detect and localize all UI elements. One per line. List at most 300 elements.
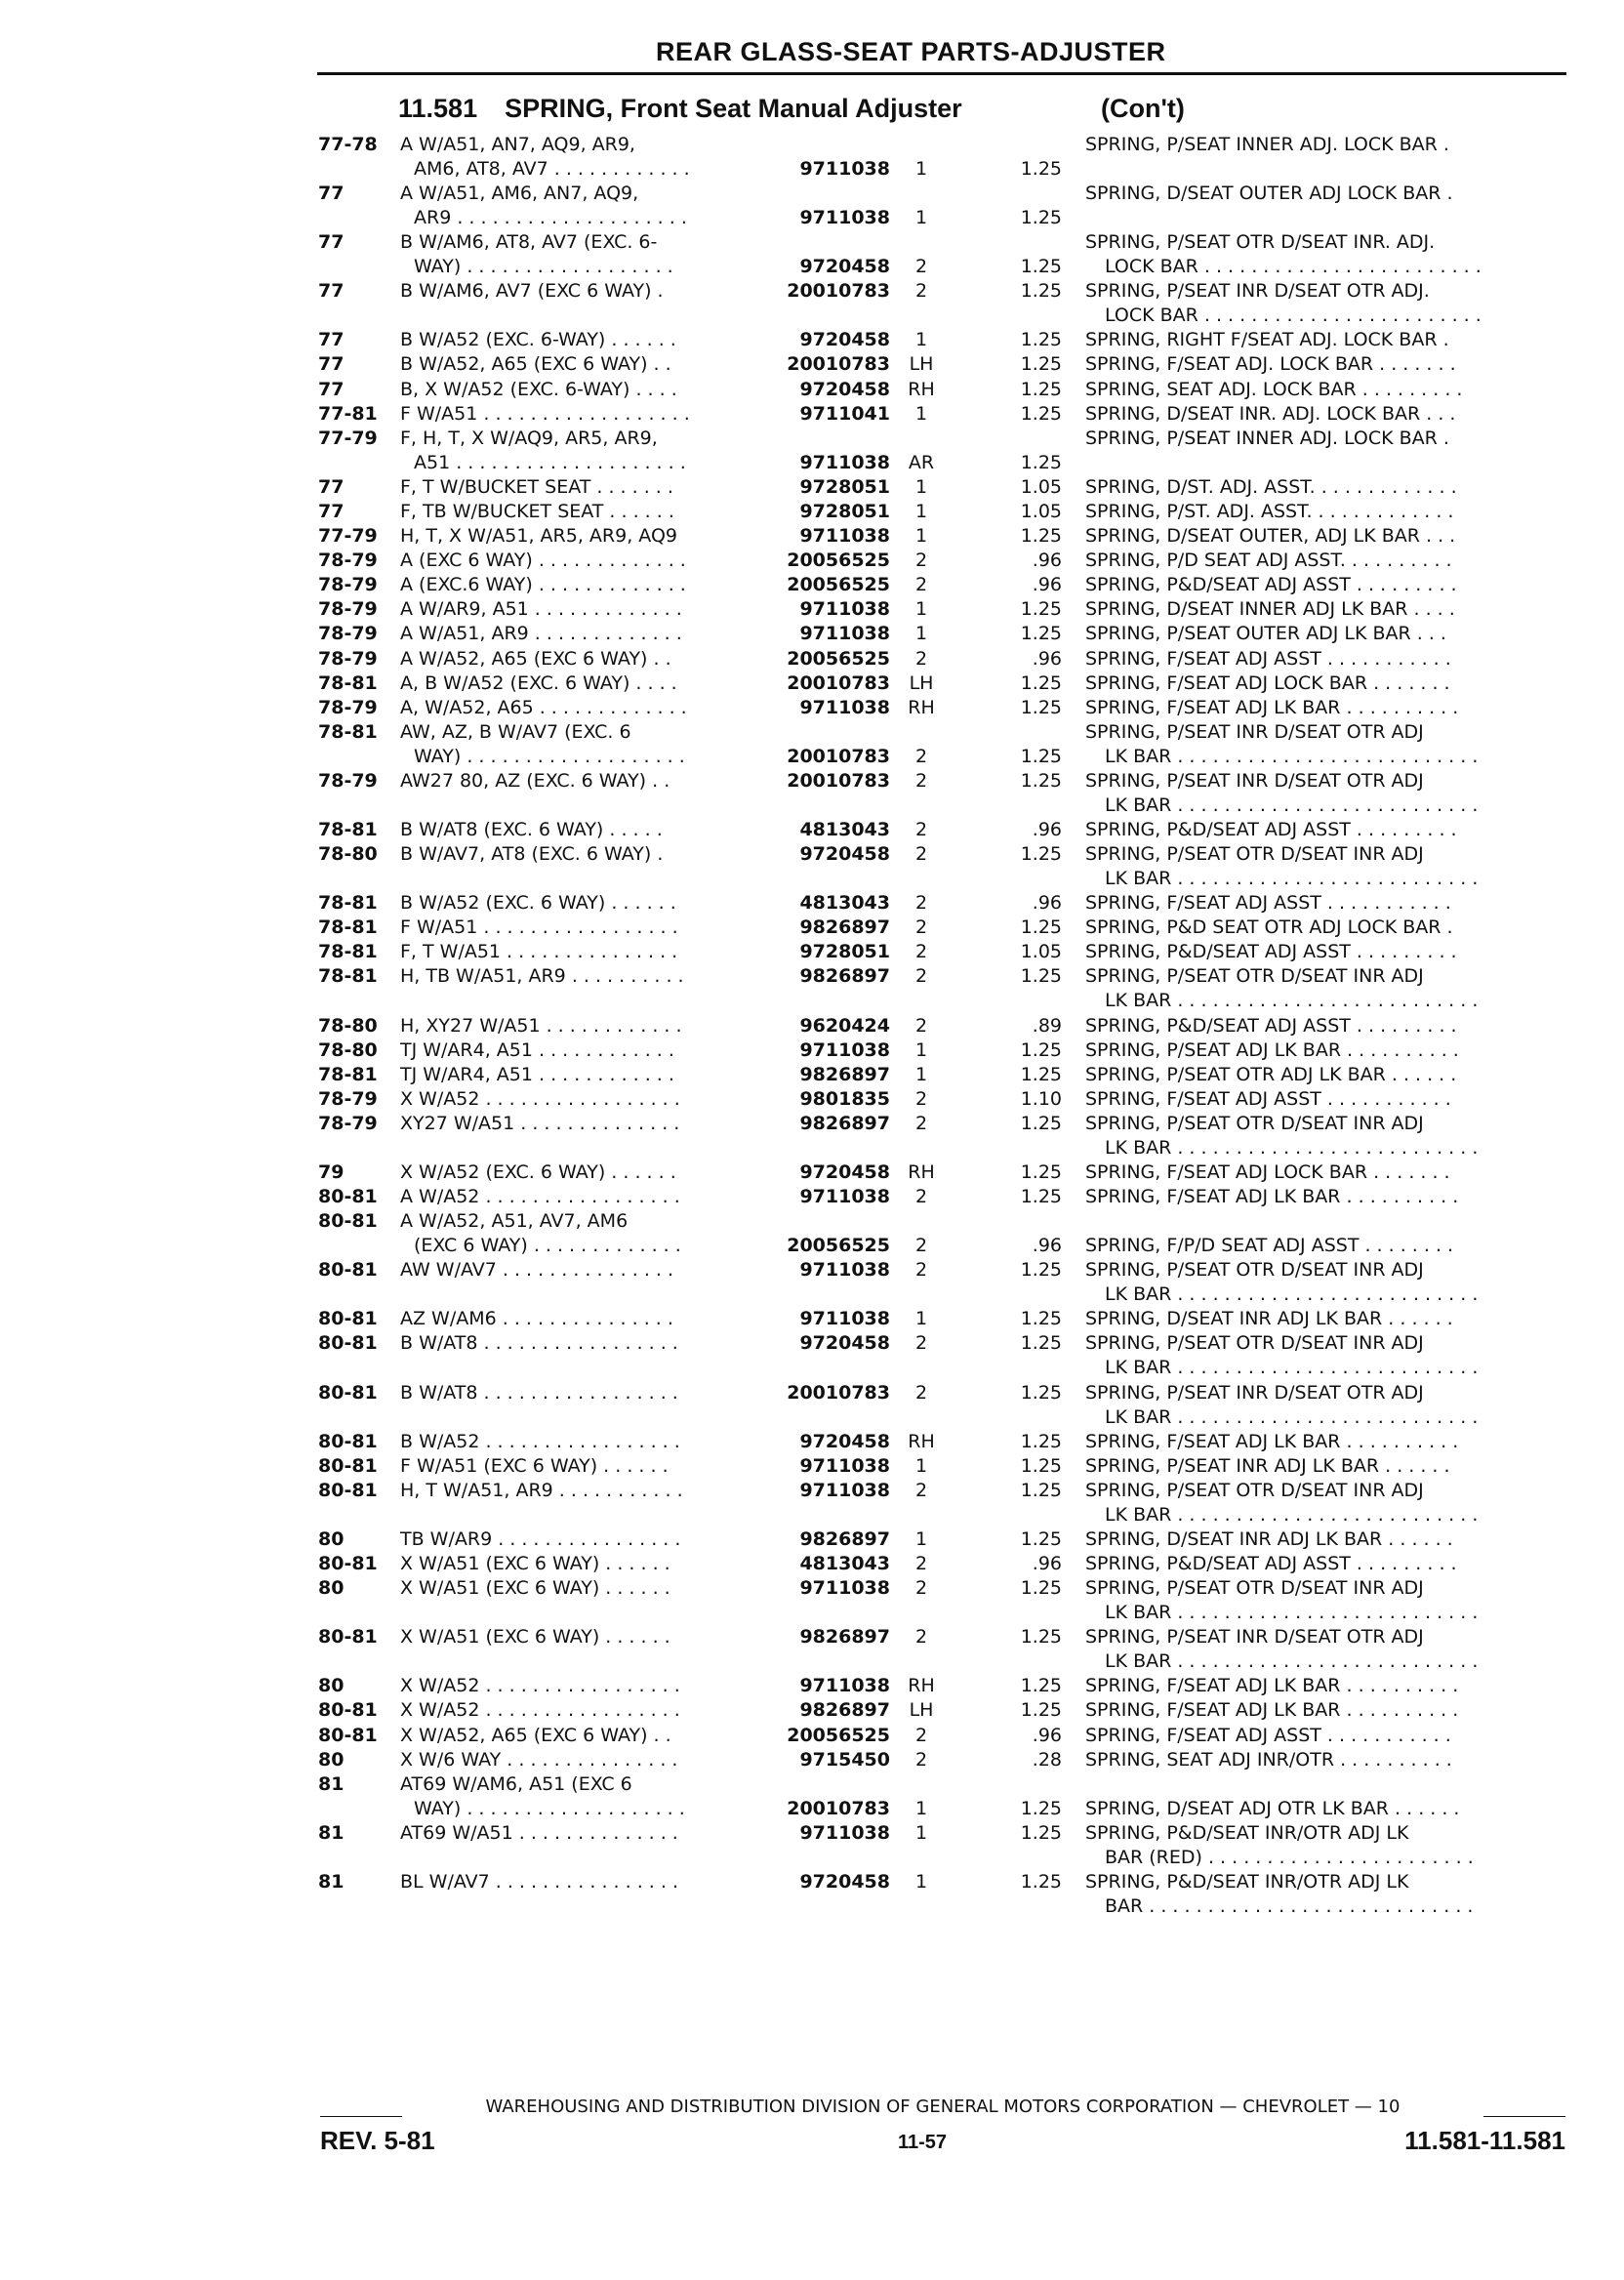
model-line: F W/A51 (EXC 6 WAY) . . . . . .	[400, 1454, 669, 1477]
model-application	[400, 352, 761, 377]
table-row	[0, 1625, 1624, 1674]
part-number: 9711038	[799, 1479, 890, 1501]
part-description	[1085, 182, 1565, 206]
part-number: 9728051	[799, 500, 890, 522]
model-application	[400, 1087, 761, 1112]
model-year: 78-79	[318, 1087, 378, 1110]
model-year: 77	[318, 378, 345, 400]
description-line: SPRING, P/SEAT OTR D/SEAT INR ADJ	[1085, 843, 1424, 866]
part-description	[1085, 769, 1565, 818]
table-row	[0, 1870, 1624, 1919]
part-description	[1085, 647, 1565, 672]
price: 1.05	[1020, 475, 1062, 498]
description-line: SPRING, SEAT ADJ. LOCK BAR . . . . . . . . .	[1085, 378, 1463, 400]
quantity: 1	[914, 598, 928, 621]
model-line: X W/A52 (EXC. 6 WAY) . . . . . .	[400, 1161, 676, 1183]
model-year: 80-81	[318, 1186, 378, 1208]
model-year: 78-80	[318, 1014, 378, 1037]
quantity: 2	[914, 1259, 928, 1282]
table-row	[0, 1185, 1624, 1209]
quantity: 2	[914, 745, 928, 767]
model-line: A W/A52, A51, AV7, AM6	[400, 1210, 629, 1233]
quantity: LH	[909, 672, 934, 694]
model-year: 78-81	[318, 672, 378, 694]
model-application	[400, 1209, 761, 1258]
description-line: SPRING, F/SEAT ADJ LOCK BAR . . . . . . .	[1085, 1161, 1450, 1183]
description-line: SPRING, P/SEAT INR D/SEAT OTR ADJ	[1085, 769, 1424, 792]
model-line: TB W/AR9 . . . . . . . . . . . . . . . .	[400, 1527, 681, 1550]
table-row	[0, 1331, 1624, 1380]
model-line: A W/A51, AR9 . . . . . . . . . . . . .	[400, 623, 682, 645]
model-year: 80-81	[318, 1210, 378, 1233]
part-description	[1085, 1381, 1565, 1430]
description-line: SPRING, P/SEAT INR D/SEAT OTR ADJ	[1085, 1381, 1424, 1404]
price: 1.25	[1020, 207, 1062, 229]
table-row	[0, 475, 1624, 500]
table-row	[0, 279, 1624, 328]
model-year: 77-81	[318, 402, 378, 425]
part-number: 9720458	[799, 378, 890, 400]
quantity: 2	[914, 1748, 928, 1771]
part-number: 9711038	[799, 525, 890, 548]
part-number: 9826897	[799, 1527, 890, 1550]
description-line: LK BAR . . . . . . . . . . . . . . . . . . . . . . . . . .	[1105, 1602, 1479, 1624]
price: .96	[1032, 818, 1062, 840]
table-row	[0, 1112, 1624, 1160]
quantity: 2	[914, 1014, 928, 1037]
table-row	[0, 720, 1624, 769]
part-description	[1085, 1307, 1565, 1331]
quantity: 2	[914, 769, 928, 792]
model-year: 80-81	[318, 1699, 378, 1722]
model-application	[400, 1381, 761, 1405]
model-line: AR9 . . . . . . . . . . . . . . . . . . . .	[414, 207, 687, 229]
description-line: LK BAR . . . . . . . . . . . . . . . . . . . . . . . . . .	[1105, 868, 1479, 890]
model-line: A W/AR9, A51 . . . . . . . . . . . . .	[400, 598, 682, 621]
table-row	[0, 500, 1624, 524]
table-row	[0, 427, 1624, 475]
model-year: 77-78	[318, 134, 378, 155]
model-line: F, T W/A51 . . . . . . . . . . . . . . .	[400, 941, 678, 963]
price: 1.25	[1020, 1308, 1062, 1330]
part-description	[1085, 475, 1565, 500]
part-description	[1085, 1160, 1565, 1185]
price: .96	[1032, 1724, 1062, 1746]
model-line: A W/A51, AN7, AQ9, AR9,	[400, 134, 635, 155]
table-row	[0, 769, 1624, 818]
description-line: SPRING, P/SEAT OUTER ADJ LK BAR . . .	[1085, 623, 1446, 645]
part-number: 9715450	[799, 1748, 890, 1771]
part-description	[1085, 1772, 1565, 1821]
description-line: SPRING, F/SEAT ADJ LOCK BAR . . . . . . .	[1085, 672, 1450, 694]
part-description	[1085, 940, 1565, 964]
model-line: AT69 W/AM6, A51 (EXC 6	[400, 1772, 632, 1795]
description-line: LK BAR . . . . . . . . . . . . . . . . . . . . . . . . . .	[1105, 990, 1479, 1012]
model-year: 81	[318, 1821, 345, 1844]
model-application	[400, 622, 761, 646]
quantity: 2	[914, 1553, 928, 1575]
model-line: F W/A51 . . . . . . . . . . . . . . . . . .	[400, 402, 690, 425]
part-description	[1085, 133, 1565, 157]
price: .96	[1032, 1235, 1062, 1257]
quantity: 2	[914, 941, 928, 963]
price: 1.25	[1020, 1699, 1062, 1722]
model-line: B W/AT8 (EXC. 6 WAY) . . . . .	[400, 818, 663, 840]
description-line: SPRING, P/SEAT OTR D/SEAT INR ADJ	[1085, 965, 1424, 988]
table-row	[0, 1479, 1624, 1527]
model-application	[400, 230, 761, 279]
model-line: WAY) . . . . . . . . . . . . . . . . . .	[414, 256, 673, 278]
part-description	[1085, 964, 1565, 1013]
model-application	[400, 696, 761, 720]
model-application	[400, 475, 761, 500]
footer-division-text: WAREHOUSING AND DISTRIBUTION DIVISION OF GENERAL MOTORS CORPORATION — CHEVROLET — 10	[485, 2097, 1401, 2117]
price: 1.25	[1020, 451, 1062, 473]
model-year: 80-81	[318, 1332, 378, 1355]
part-description	[1085, 378, 1565, 402]
model-application	[400, 964, 761, 989]
price: 1.25	[1020, 353, 1062, 376]
model-year: 78-81	[318, 818, 378, 840]
model-application	[400, 1772, 761, 1821]
price: 1.25	[1020, 1381, 1062, 1404]
price: 1.25	[1020, 1577, 1062, 1600]
price: 1.25	[1020, 1112, 1062, 1134]
price: 1.25	[1020, 402, 1062, 425]
price: 1.25	[1020, 1454, 1062, 1477]
header-rule	[317, 72, 1566, 75]
table-row	[0, 622, 1624, 646]
price: 1.25	[1020, 672, 1062, 694]
table-row	[0, 1748, 1624, 1772]
quantity: 2	[914, 1724, 928, 1746]
quantity: 2	[914, 892, 928, 915]
page-number: 11-57	[898, 2132, 948, 2153]
part-number: 9711041	[799, 402, 890, 425]
model-application	[400, 1625, 761, 1649]
model-year: 80-81	[318, 1626, 378, 1649]
model-line: WAY) . . . . . . . . . . . . . . . . . . .	[414, 1797, 685, 1819]
description-line: LK BAR . . . . . . . . . . . . . . . . . . . . . . . . . .	[1105, 1405, 1479, 1428]
model-line: WAY) . . . . . . . . . . . . . . . . . . .	[414, 745, 685, 767]
part-number: 9711038	[799, 1454, 890, 1477]
quantity: 2	[914, 843, 928, 866]
quantity: 2	[914, 647, 928, 670]
model-year: 80	[318, 1675, 345, 1697]
description-line: SPRING, P/SEAT INR ADJ LK BAR . . . . . .	[1085, 1454, 1450, 1477]
description-line: LK BAR . . . . . . . . . . . . . . . . . . . . . . . . . .	[1105, 1503, 1479, 1526]
model-year: 80-81	[318, 1259, 378, 1282]
part-description	[1085, 720, 1565, 769]
table-row	[0, 182, 1624, 230]
quantity: 2	[914, 1577, 928, 1600]
part-number: 9711038	[799, 1308, 890, 1330]
part-description	[1085, 1698, 1565, 1723]
description-line: SPRING, D/SEAT ADJ OTR LK BAR . . . . . .	[1085, 1797, 1460, 1819]
model-line: A (EXC.6 WAY) . . . . . . . . . . . . .	[400, 574, 686, 596]
part-number: 4813043	[799, 892, 890, 915]
table-row	[0, 1576, 1624, 1625]
part-description	[1085, 891, 1565, 916]
description-line: SPRING, F/SEAT ADJ. LOCK BAR . . . . . . .	[1085, 353, 1456, 376]
quantity: 2	[914, 1235, 928, 1257]
model-year: 80-81	[318, 1479, 378, 1501]
price: 1.25	[1020, 1479, 1062, 1501]
model-line: F, T W/BUCKET SEAT . . . . . . .	[400, 475, 673, 498]
model-year: 78-81	[318, 1063, 378, 1085]
model-line: X W/A52, A65 (EXC 6 WAY) . .	[400, 1724, 671, 1746]
model-year: 78-79	[318, 550, 378, 572]
model-year: 78-81	[318, 720, 378, 743]
part-description	[1085, 1014, 1565, 1038]
table-row	[0, 573, 1624, 597]
description-line: SPRING, P/ST. ADJ. ASST. . . . . . . . . . . . .	[1085, 500, 1454, 522]
quantity: 1	[914, 1063, 928, 1085]
price: 1.25	[1020, 1430, 1062, 1452]
price: 1.25	[1020, 965, 1062, 988]
part-number: 20056525	[787, 574, 890, 596]
description-line: LK BAR . . . . . . . . . . . . . . . . . . . . . . . . . .	[1105, 794, 1479, 816]
model-line: B W/AT8 . . . . . . . . . . . . . . . . .	[400, 1381, 678, 1404]
model-line: AM6, AT8, AV7 . . . . . . . . . . . .	[414, 158, 690, 180]
quantity: 1	[914, 475, 928, 498]
description-line	[1085, 1772, 1565, 1797]
quantity: 2	[914, 818, 928, 840]
quantity: 2	[914, 1087, 928, 1110]
part-number: 20010783	[787, 353, 890, 376]
table-row	[0, 1160, 1624, 1185]
model-application	[400, 279, 761, 304]
part-description	[1085, 1087, 1565, 1112]
part-description	[1085, 818, 1565, 842]
part-number: 9801835	[799, 1087, 890, 1110]
description-line: SPRING, P&D/SEAT ADJ ASST . . . . . . . . .	[1085, 1014, 1457, 1037]
model-line: AZ W/AM6 . . . . . . . . . . . . . . .	[400, 1308, 673, 1330]
model-line: X W/A52 . . . . . . . . . . . . . . . . .	[400, 1087, 680, 1110]
price: 1.25	[1020, 843, 1062, 866]
model-line: TJ W/AR4, A51 . . . . . . . . . . . .	[400, 1063, 674, 1085]
model-line: H, TB W/A51, AR9 . . . . . . . . . .	[400, 965, 684, 988]
table-row	[0, 964, 1624, 1013]
description-line: SPRING, F/SEAT ADJ LK BAR . . . . . . . . . .	[1085, 1699, 1459, 1722]
part-number: 9711038	[799, 696, 890, 718]
part-number: 20010783	[787, 745, 890, 767]
table-row	[0, 1038, 1624, 1063]
model-application	[400, 1454, 761, 1479]
table-row	[0, 672, 1624, 696]
description-line: BAR . . . . . . . . . . . . . . . . . . . . . . . . . . . .	[1105, 1894, 1474, 1917]
part-description	[1085, 672, 1565, 696]
description-line: LOCK BAR . . . . . . . . . . . . . . . . . . . . . . . .	[1105, 305, 1482, 327]
quantity: 2	[914, 256, 928, 278]
part-description	[1085, 1185, 1565, 1209]
description-line: SPRING, F/SEAT ADJ LK BAR . . . . . . . . . .	[1085, 1186, 1459, 1208]
model-application	[400, 402, 761, 427]
model-year: 78-80	[318, 843, 378, 866]
model-application	[400, 1821, 761, 1846]
part-number: 9720458	[799, 329, 890, 351]
quantity: 1	[914, 207, 928, 229]
table-row	[0, 1209, 1624, 1258]
description-line: SPRING, F/SEAT ADJ ASST . . . . . . . . . . .	[1085, 892, 1451, 915]
description-line: LOCK BAR . . . . . . . . . . . . . . . . . . . . . . . .	[1105, 256, 1482, 278]
description-line: SPRING, P/SEAT OTR D/SEAT INR. ADJ.	[1085, 231, 1436, 254]
part-description	[1085, 1748, 1565, 1772]
model-year: 80	[318, 1527, 345, 1550]
model-application	[400, 133, 761, 182]
model-line: F W/A51 . . . . . . . . . . . . . . . . .	[400, 916, 678, 939]
table-row	[0, 328, 1624, 352]
model-application	[400, 720, 761, 769]
part-number: 9720458	[799, 843, 890, 866]
part-description	[1085, 1821, 1565, 1870]
model-year: 78-81	[318, 965, 378, 988]
description-line: BAR (RED) . . . . . . . . . . . . . . . . . . . . . . .	[1105, 1846, 1474, 1868]
model-year: 81	[318, 1870, 345, 1893]
part-number: 9711038	[799, 207, 890, 229]
table-row	[0, 1258, 1624, 1307]
table-row	[0, 940, 1624, 964]
part-description	[1085, 402, 1565, 427]
model-line: XY27 W/A51 . . . . . . . . . . . . . .	[400, 1112, 680, 1134]
model-application	[400, 647, 761, 672]
part-number: 9720458	[799, 1161, 890, 1183]
model-line: A W/A51, AM6, AN7, AQ9,	[400, 183, 639, 205]
price: .96	[1032, 892, 1062, 915]
price: .96	[1032, 550, 1062, 572]
quantity: 2	[914, 550, 928, 572]
model-line: F, H, T, X W/AQ9, AR5, AR9,	[400, 427, 658, 449]
price: 1.25	[1020, 1161, 1062, 1183]
quantity: 2	[914, 1626, 928, 1649]
description-line: SPRING, P/SEAT OTR D/SEAT INR ADJ	[1085, 1577, 1424, 1600]
table-row	[0, 1087, 1624, 1112]
model-year: 77	[318, 280, 345, 303]
description-line: SPRING, P/SEAT INR D/SEAT OTR ADJ	[1085, 720, 1424, 743]
description-line: SPRING, F/SEAT ADJ ASST . . . . . . . . . . .	[1085, 647, 1451, 670]
price: 1.25	[1020, 598, 1062, 621]
model-line: A (EXC 6 WAY) . . . . . . . . . . . . .	[400, 550, 686, 572]
quantity: 2	[914, 1112, 928, 1134]
quantity: 1	[914, 402, 928, 425]
price: 1.25	[1020, 1038, 1062, 1061]
table-row	[0, 1674, 1624, 1698]
price: 1.25	[1020, 1675, 1062, 1697]
model-line: X W/A52 . . . . . . . . . . . . . . . . .	[400, 1675, 680, 1697]
part-description	[1085, 1258, 1565, 1307]
part-number: 20010783	[787, 672, 890, 694]
description-line: SPRING, P/SEAT ADJ LK BAR . . . . . . . . . .	[1085, 1038, 1459, 1061]
model-application	[400, 1576, 761, 1601]
model-line: TJ W/AR4, A51 . . . . . . . . . . . .	[400, 1038, 674, 1061]
part-number: 9711038	[799, 1675, 890, 1697]
description-line: LK BAR . . . . . . . . . . . . . . . . . . . . . . . . . .	[1105, 1650, 1479, 1673]
model-application	[400, 1748, 761, 1772]
description-line: SPRING, D/SEAT INR ADJ LK BAR . . . . . .	[1085, 1527, 1453, 1550]
description-line: SPRING, P/SEAT OTR D/SEAT INR ADJ	[1085, 1259, 1424, 1282]
table-row	[0, 891, 1624, 916]
description-line: SPRING, F/P/D SEAT ADJ ASST . . . . . . . .	[1085, 1235, 1454, 1257]
part-number: 20010783	[787, 1381, 890, 1404]
model-application	[400, 1527, 761, 1552]
table-row	[0, 647, 1624, 672]
table-row	[0, 597, 1624, 622]
part-description	[1085, 549, 1565, 573]
price: 1.05	[1020, 941, 1062, 963]
description-line: LK BAR . . . . . . . . . . . . . . . . . . . . . . . . . .	[1105, 1357, 1479, 1379]
price: .89	[1032, 1014, 1062, 1037]
model-line: A W/A52 . . . . . . . . . . . . . . . . .	[400, 1186, 680, 1208]
model-line: A, B W/A52 (EXC. 6 WAY) . . . .	[400, 672, 677, 694]
quantity: RH	[908, 1675, 935, 1697]
part-number: 9826897	[799, 965, 890, 988]
part-number: 9720458	[799, 256, 890, 278]
model-application	[400, 1479, 761, 1503]
model-line: X W/A51 (EXC 6 WAY) . . . . . .	[400, 1553, 670, 1575]
price: 1.25	[1020, 1063, 1062, 1085]
quantity: LH	[909, 1699, 934, 1722]
model-application	[400, 1698, 761, 1723]
part-description	[1085, 1063, 1565, 1087]
description-line: SPRING, D/ST. ADJ. ASST. . . . . . . . . . . . .	[1085, 475, 1457, 498]
description-line: SPRING, P/SEAT OTR ADJ LK BAR . . . . . .	[1085, 1063, 1457, 1085]
model-application	[400, 1038, 761, 1063]
quantity: 2	[914, 916, 928, 939]
part-description	[1085, 1724, 1565, 1748]
model-application	[400, 524, 761, 549]
price: 1.25	[1020, 916, 1062, 939]
model-line: AW W/AV7 . . . . . . . . . . . . . . .	[400, 1259, 674, 1282]
description-line: SPRING, D/SEAT INR. ADJ. LOCK BAR . . .	[1085, 402, 1456, 425]
model-year: 78-79	[318, 598, 378, 621]
model-year: 78-81	[318, 916, 378, 939]
quantity: 2	[914, 1332, 928, 1355]
table-row	[0, 549, 1624, 573]
table-row	[0, 1527, 1624, 1552]
price: 1.25	[1020, 378, 1062, 400]
parts-table	[0, 133, 1624, 1919]
model-year: 80-81	[318, 1308, 378, 1330]
model-application	[400, 1160, 761, 1185]
table-row	[0, 1063, 1624, 1087]
quantity: 2	[914, 965, 928, 988]
price: 1.25	[1020, 1870, 1062, 1893]
price: 1.05	[1020, 500, 1062, 522]
part-number: 9720458	[799, 1870, 890, 1893]
model-application	[400, 1185, 761, 1209]
part-description	[1085, 1527, 1565, 1552]
quantity: RH	[908, 1430, 935, 1452]
model-year: 77-79	[318, 427, 378, 449]
model-year: 78-81	[318, 892, 378, 915]
part-number: 9826897	[799, 1112, 890, 1134]
model-line: X W/6 WAY . . . . . . . . . . . . . . .	[400, 1748, 678, 1771]
part-number: 9711038	[799, 1038, 890, 1061]
quantity: AR	[908, 451, 935, 473]
description-line: SPRING, P&D/SEAT INR/OTR ADJ LK	[1085, 1870, 1409, 1893]
table-row	[0, 818, 1624, 842]
table-row	[0, 1772, 1624, 1821]
part-description	[1085, 842, 1565, 891]
price: 1.25	[1020, 1186, 1062, 1208]
table-row	[0, 133, 1624, 182]
description-line: SPRING, F/SEAT ADJ LK BAR . . . . . . . . . .	[1085, 1675, 1459, 1697]
part-description	[1085, 1625, 1565, 1674]
description-line: SPRING, P/SEAT OTR D/SEAT INR ADJ	[1085, 1112, 1424, 1134]
model-application	[400, 573, 761, 597]
part-number: 20010783	[787, 769, 890, 792]
part-number: 9711038	[799, 598, 890, 621]
